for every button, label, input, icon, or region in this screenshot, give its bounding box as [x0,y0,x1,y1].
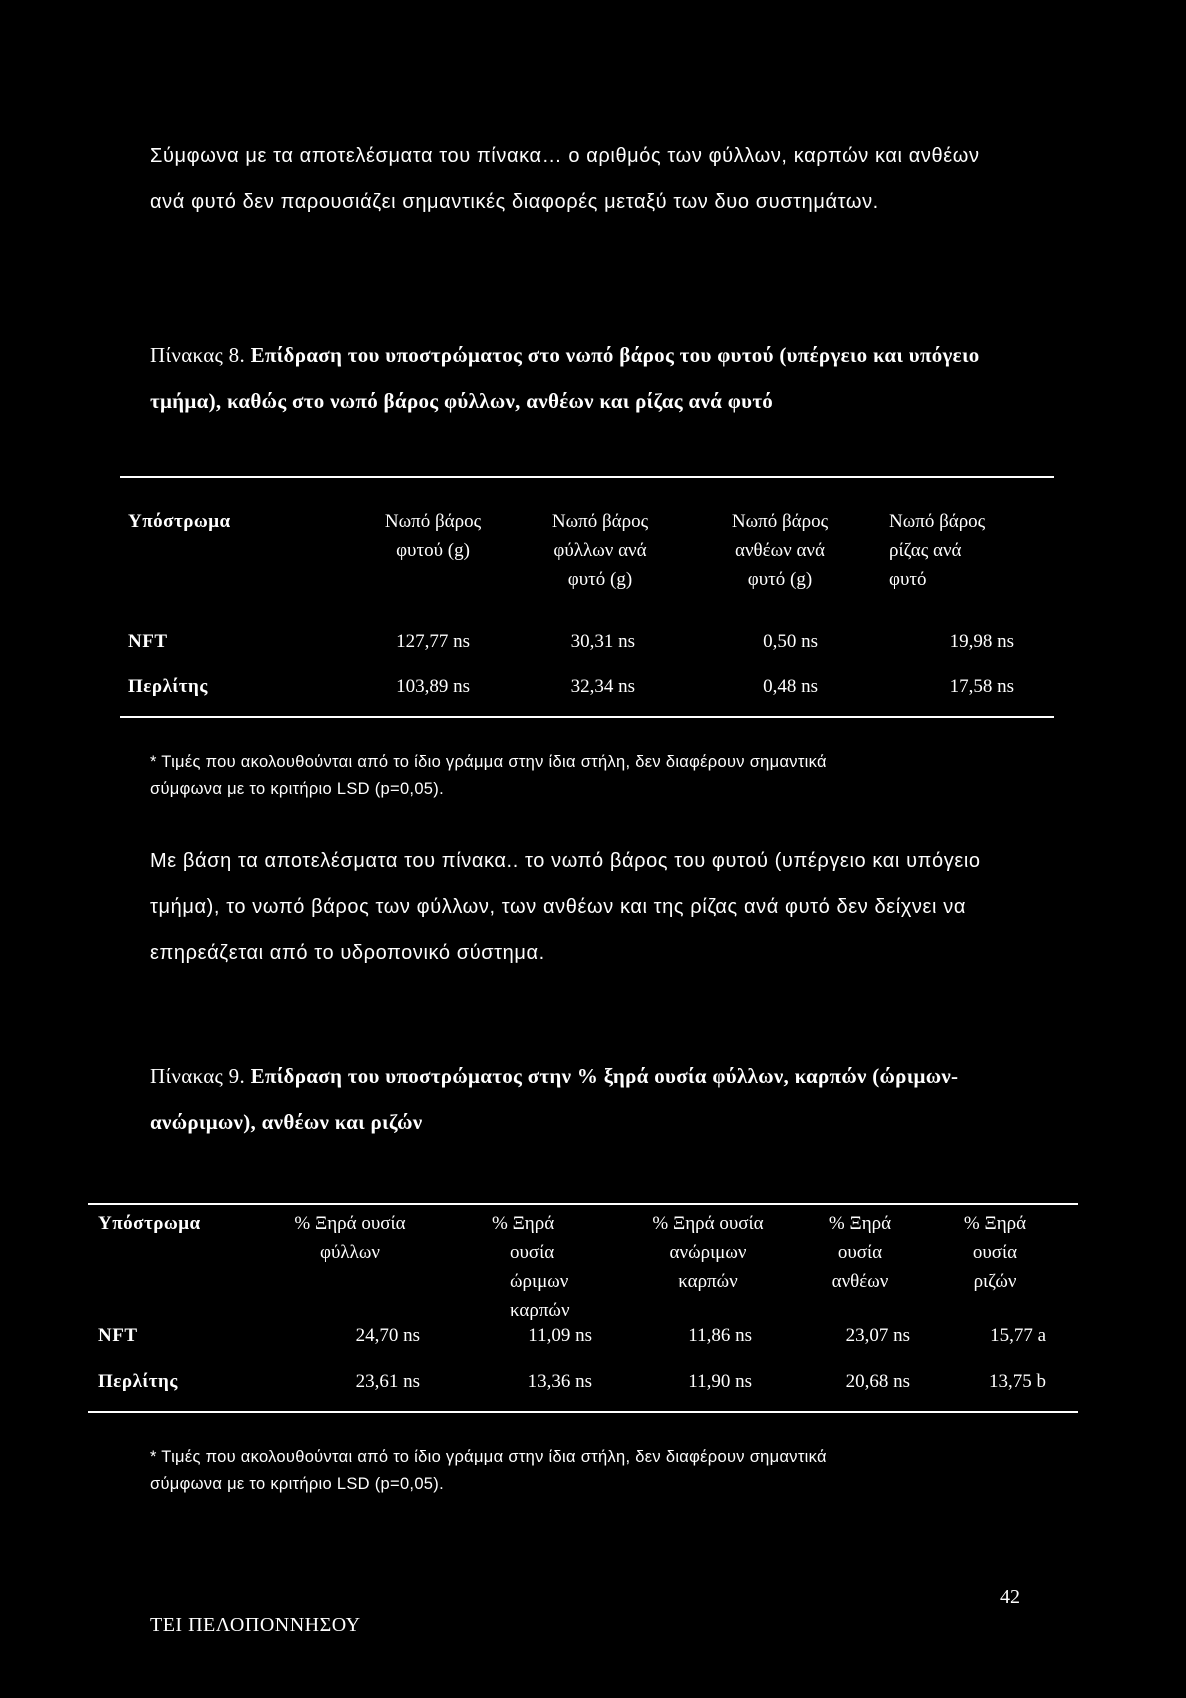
header-line: Νωπό βάρος [731,511,829,532]
table9-caption [150,1053,1030,1145]
table8-header-col2 [525,507,675,594]
table8-row1-cell: 127,77 ns [396,631,470,652]
table8-footnote [150,749,1050,803]
intro-paragraph: Σύμφωνα με τα αποτελέσματα του πίνακα… ο αριθμός των φύλλων, καρπών και ανθέων ανά φυτό δεν παρουσιάζει σημαντικές διαφορές μεταξύ των δυο συστημάτων. [150,145,980,213]
table8-caption-text: Επίδραση του υποστρώματος στο νωπό βάρος του φυτού (υπέργειο και υπόγειο τμήμα), καθώς στο νωπό βάρος φύλλων, ανθέων και ρίζας ανά φυτό [150,343,980,413]
table9-caption-text: Επίδραση του υποστρώματος στην % ξηρά ουσία φύλλων, καρπών (ώριμων-ανώριμων), ανθέων και ριζών [150,1064,959,1134]
table9-row2-cell: 20,68 ns [845,1371,910,1392]
footnote-line: * Τιμές που ακολουθούνται από το ίδιο γράμμα στην ίδια στήλη, δεν διαφέρουν σημαντικά [150,1448,827,1466]
footer-institution: ΤΕΙ ΠΕΛΟΠΟΝΝΗΣΟΥ [150,1614,361,1636]
table8-row2-cell: 32,34 ns [570,676,635,697]
table9-footnote [150,1444,1050,1498]
header-line: ώριμων [510,1271,569,1292]
table9-row2-cell: 11,90 ns [688,1371,752,1392]
footnote-line: σύμφωνα με το κριτήριο LSD (p=0,05). [150,780,444,798]
header-line: φυτό (g) [747,569,813,590]
header-line: Νωπό βάρος [384,511,482,532]
header-line: % Ξηρά [963,1213,1027,1234]
table8-header-col3 [705,507,855,594]
header-line: φύλλων [320,1242,380,1263]
table9-row2-cell: 23,61 ns [355,1371,420,1392]
table9-row1-cell: 23,07 ns [845,1325,910,1346]
table8-caption [150,332,1030,424]
table8-top-rule [120,476,1054,478]
table8-caption-label: Πίνακας 8. [150,343,246,367]
table9-header-col3 [628,1209,788,1296]
header-line: καρπών [678,1271,738,1292]
table9-row2-label: Περλίτης [98,1371,178,1392]
header-line: φυτό [889,569,927,590]
page-number: 42 [1000,1586,1020,1608]
table8-row2-cell: 17,58 ns [949,676,1014,697]
table8-header-col4 [889,507,1049,594]
table8-row1-cell: 19,98 ns [949,631,1014,652]
footnote-line: σύμφωνα με το κριτήριο LSD (p=0,05). [150,1475,444,1493]
table9-row2-cell: 13,36 ns [527,1371,592,1392]
table9-row1-cell: 11,86 ns [688,1325,752,1346]
table8-bottom-rule [120,716,1054,718]
table9-header-substrate: Υπόστρωμα [98,1213,201,1234]
middle-paragraph: Με βάση τα αποτελέσματα του πίνακα.. το νωπό βάρος του φυτού (υπέργειο και υπόγειο τμήμα), το νωπό βάρος των φύλλων, των ανθέων και της ρίζας ανά φυτό δεν δείχνει να επηρεάζεται από το υδροπονικό σύστημα. [150,850,981,964]
table8-header-col1 [358,507,508,565]
table8-row1-cell: 30,31 ns [570,631,635,652]
table8-header-substrate: Υπόστρωμα [128,511,231,532]
table9-caption-label: Πίνακας 9. [150,1064,246,1088]
header-line: % Ξηρά ουσία [652,1213,764,1234]
header-line: ανώριμων [669,1242,747,1263]
table9-row1-cell: 24,70 ns [355,1325,420,1346]
header-line: % Ξηρά [492,1213,555,1234]
header-line: Νωπό βάρος [551,511,649,532]
table9-header-col1 [270,1209,430,1267]
table9-top-rule [88,1203,1078,1205]
header-line: φυτό (g) [567,569,633,590]
header-line: ρίζας ανά [889,540,962,561]
table8-row2-cell: 0,48 ns [763,676,818,697]
table9-header-col0 [98,1209,201,1238]
table8-header-col0 [128,507,231,536]
table8-row2-cell: 103,89 ns [396,676,470,697]
table8-row1-label: NFT [128,631,168,652]
header-line: % Ξηρά ουσία [294,1213,406,1234]
header-line: φύλλων ανά [553,540,647,561]
table8-row2-label: Περλίτης [128,676,208,697]
header-line: καρπών [510,1300,570,1321]
table9-row1-cell: 11,09 ns [528,1325,592,1346]
header-line: Νωπό βάρος [889,511,986,532]
footnote-line: * Τιμές που ακολουθούνται από το ίδιο γράμμα στην ίδια στήλη, δεν διαφέρουν σημαντικά [150,753,827,771]
header-line: φυτού (g) [396,540,470,561]
table9-bottom-rule [88,1411,1078,1413]
table9-row1-cell: 15,77 a [990,1325,1046,1346]
table9-row2-cell: 13,75 b [989,1371,1046,1392]
header-line: ανθέων [831,1271,889,1292]
header-line: ανθέων ανά [735,540,825,561]
table8-row1-cell: 0,50 ns [763,631,818,652]
header-line: % Ξηρά [828,1213,892,1234]
header-line: ουσία [510,1242,555,1263]
table9-header-col4 [800,1209,920,1296]
table9-header-col5 [940,1209,1050,1296]
table9-header-col2 [492,1209,602,1325]
header-line: ουσία [837,1242,883,1263]
table9-row1-label: NFT [98,1325,138,1346]
header-line: ουσία [972,1242,1018,1263]
header-line: ριζών [973,1271,1017,1292]
